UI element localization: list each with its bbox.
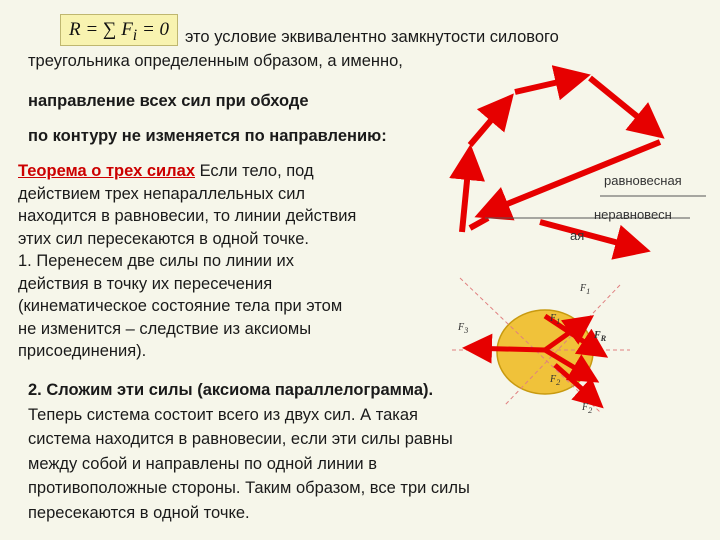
label-f2-inner: $F_2$ [550,374,561,387]
intro-line-1: это условие эквивалентно замкнутости силового [185,28,559,46]
theorem-line-1 [18,160,458,183]
conclusion-line-2: Теперь система состоит всего из двух сил. А такая [28,405,418,424]
balanced-label: равновесная [604,173,682,188]
polygon-arrow-1 [462,150,470,232]
theorem-line-7: (кинематическое состояние тела при этом [18,297,343,315]
polygon-arrow-6 [470,218,488,228]
label-f1-top: $F_1$ [580,283,591,296]
force-f3-arrow [467,348,545,350]
label-f2-bottom: $F_2$ [582,402,593,415]
theorem-block [18,160,458,363]
theorem-line-2: действием трех непараллельных сил [18,184,306,203]
formula-sub: i [132,26,138,44]
theorem-line-3: находится в равновесии, то линии действия [18,207,357,225]
theorem-line-5: 1. Перенесем две силы по линии их [18,252,295,270]
formula-main: R = ∑ F [68,19,133,40]
label-fr: $F_R$ [594,330,607,343]
theorem-line-9: присоединения). [18,342,147,360]
polygon-arrow-2 [470,98,510,145]
intro-line-2: треугольника определенным образом, а именно, [28,52,403,70]
conclusion-line-6: пересекаются в одной точке. [28,503,250,522]
theorem-line-8: не изменится – следствие из аксиомы [18,319,312,338]
label-f3: $F_3$ [458,322,469,335]
theorem-title: Теорема о трех силах [18,162,195,180]
intro-bold-line-1: направление всех сил при обходе [28,92,309,110]
theorem-text-1: Если тело, под [195,162,314,180]
polygon-arrow-4 [590,78,660,135]
theorem-line-4: этих сил пересекаются в одной точке. [18,229,309,248]
formula-rhs: = 0 [141,19,170,40]
polygon-arrow-3 [515,76,585,92]
conclusion-line-3: система находится в равновесии, если эти силы равны [28,430,453,448]
label-f1-inner: $F_1$ [550,313,561,326]
open-polygon-arrow [540,222,645,250]
intro-bold-line-2: по контуру не изменяется по направлению: [28,127,387,145]
theorem-line-6: действия в точку их пересечения [18,274,273,293]
conclusion-line-4: между собой и направлены по одной линии в [28,454,377,473]
conclusion-block [28,378,588,525]
conclusion-line-5: противоположные стороны. Таким образом, все три силы [28,479,470,497]
unbalanced-label-2: ая [570,228,585,243]
unbalanced-label-1: неравновесн [594,207,672,222]
step-2-heading: 2. Сложим эти силы (аксиома параллелограмма). [28,381,434,399]
